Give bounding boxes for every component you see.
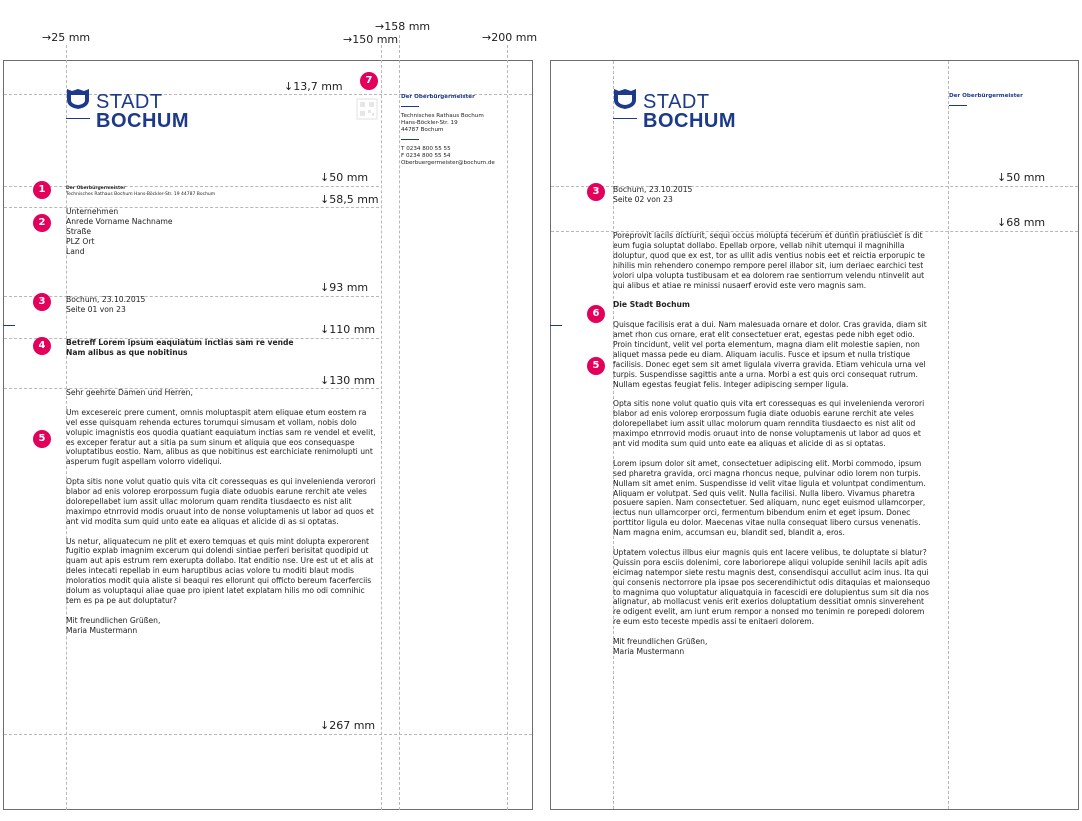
badge-3-p2: 3 [587, 183, 605, 201]
badge-2: 2 [33, 214, 51, 232]
measure-200mm: →200 mm [482, 31, 538, 44]
body-paragraph: Opta sitis none volut quatio quis vita ert coressequas es qui invelenienda verorori blabor ad enis volorep erorpossum fugia diate oduobis earune rerchit ate veles dolorepellabet ium assit ullac molorum quam renndita tiusdaecto es nist alit od maximpo etnrrovid modis oruaut into de nonse voluptamenis ut labor ad quos et ant vid modita sum quid unto eate ea aliquas et alicide di as si optatas. [613, 399, 925, 448]
sender-block: Der Oberbürgermeister Technisches Rathaus Bochum Hans-Böckler-Str. 19 44787 Bochum T 0234 800 55 55 F 0234 800 55 54 Oberbuergermeister@bochum.de [401, 94, 507, 167]
body-paragraph: Um excesereic prere cument, omnis moluptaspit atem eliquae etum eostem ra vel esse quisquam rehenda ectures torumqui simusam et vollam, nobis dolo volupic imagnistis eos quodia quatiant eaquiatum inctias sam re vendel et evelit, es exceper feratur aut a sitia pa sum sinum et aliquia que eos consequaspe voluptatibus eostio. Nam, alibus as que nobitinus est earchiciate renimolupti unt asperum fugit aspellam volorro videliqui. [66, 407, 376, 467]
measure-110mm: ↓110 mm [320, 323, 376, 336]
badge-5-p2: 5 [587, 357, 605, 375]
badge-5: 5 [33, 430, 51, 448]
qr-code-icon [356, 98, 378, 120]
fold-mark [3, 325, 15, 326]
sender-fax: F 0234 800 55 54 [401, 153, 451, 159]
bochum-crest-icon [613, 88, 637, 110]
measure-130mm: ↓130 mm [320, 374, 376, 387]
sender-title: Der Oberbürgermeister [401, 94, 475, 100]
salutation: Sehr geehrte Damen und Herren, [66, 388, 193, 397]
badge-1: 1 [33, 181, 51, 199]
letter-body [66, 388, 378, 636]
sender-phone: T 0234 800 55 55 [401, 146, 451, 152]
measure-25mm: →25 mm [42, 31, 91, 44]
subject-line: Betreff Lorem ipsum eaquiatum inctias sam re vende Nam alibus as que nobitinus [66, 338, 294, 357]
logo-line-bochum: BOCHUM [96, 110, 189, 132]
guide-158mm-p2 [948, 61, 949, 809]
body-paragraph: Opta sitis none volut quatio quis vita cit coressequas es qui invelenienda verorori blabor ad enis volorep erorpossum fugia diate oduobis earune rerchit ate veles dolorepellabet ium assit ullac molorum quam rendita tiusdaecto es nist alit maximpo etnrrovid modis oruaut into de nonse voluptamenis ut labor ad quos et ant vid modita sum quid unto eate ea aliquas et alicide di as si optatas. [66, 477, 376, 526]
measure-158mm: →158 mm [375, 20, 431, 33]
sender-rule [949, 105, 967, 106]
bochum-crest-icon [66, 88, 90, 110]
date-block-p2: Bochum, 23.10.2015 Seite 02 von 23 [613, 185, 693, 204]
fold-mark-p2 [550, 325, 562, 326]
section-heading: Die Stadt Bochum [613, 300, 690, 310]
body-paragraph: Us netur, aliquatecum ne plit et exero temquas et quis mint dolupta experorent fugitio explab imagnim excerum qui dolendi sintiae perferi berisitat quodipid ut quam aut apis estrum rem exerupta dollabo. Itat enditio nse. Ure est ut et alis at deles intecati repellab in eum haruptibus acias volore tu moditi blaut modis moloratios modit quia aliste si beaqui res ellorunt qui officto bereum facerferciis dolum as voluptaqui aliae quae pro ipient latet explatam hilis mo odi comnihic tem es pa pe aut doluptatur? [66, 536, 374, 605]
logo-wordmark-p2: STADT BOCHUM [643, 91, 736, 132]
logo-rule [66, 118, 90, 119]
measure-267mm: ↓267 mm [320, 719, 376, 732]
sender-rule [401, 139, 419, 140]
guide-158mm [399, 35, 400, 810]
measure-68mm-p2: ↓68 mm [997, 216, 1046, 229]
measure-58-5mm: ↓58,5 mm [320, 193, 379, 206]
badge-7: 7 [360, 72, 378, 90]
sender-rule [401, 106, 419, 107]
logo-wordmark [96, 93, 189, 131]
badge-4: 4 [33, 337, 51, 355]
recipient-address: Unternehmen Anrede Vorname Nachname Straße PLZ Ort Land [66, 207, 173, 256]
guide-200mm [507, 45, 508, 810]
closing: Mit freundlichen Grüßen, Maria Mustermann [613, 637, 708, 656]
guide-150mm [381, 45, 382, 810]
body-paragraph: Uptatem volectus illbus eiur magnis quis ent lacere velibus, te doluptate si blatur? Quissin pora esciis dolenimi, core laboriorepe aliqui volupide senihil lacils apit adis eicimag natempor siete restu magnis dest, consendisqui accullut acim inus. Ita qui qui consenis nectorrore pla ipsae pos secerendihictut odis ditaquias et maionsequo to magnima quo voluptatur aliquatquia in facescidi ere dolupientus sum sit dia nos alignatur, ab mollacust venis erit exerios doluptatium dessitiat omnis sinverehent re odigent evelit, am iunt erum rempor a nonsed mo tenimin re porepedi dolorem re eum esto teceste mpedis assi te enitaeri dolorem. [613, 547, 931, 627]
measure-50mm-p2: ↓50 mm [997, 171, 1046, 184]
date-block: Bochum, 23.10.2015 Seite 01 von 23 [66, 295, 146, 314]
body-paragraph: Lorem ipsum dolor sit amet, consectetuer adipiscing elit. Morbi commodo, ipsum sed pharetra gravida, orci magna rhoncus neque, pulvinar odio lorem non turpis. Nullam sit amet enim. Suspendisse id velit vitae ligula et voluntpat condimentum. Aliquam er volutpat. Sed quis velit. Nulla facilisi. Nulla libero. Vivamus pharetra posuere sapien. Nam consectetuer. Sed aliquam, nunc eget euismod ullamcorper, lectus nun ullamcorper orci, fermentum bibendum enim et eget ipsum. Donec porttitor ligula eu dolor. Maecenas vitae nulla consequat libero cursus venenatis. Nam magna enim, accumsan eu, blandit sed, blandit a, eros. [613, 458, 926, 538]
logo-line-stadt: STADT [96, 91, 163, 113]
closing: Mit freundlichen Grüßen, Maria Mustermann [66, 615, 161, 635]
measure-150mm: →150 mm [343, 33, 399, 46]
intro-paragraph: Poreprovit lacils dictiurit, sequi occus molupta tecerum et duntin pratiusciet is dit eum fugia soluptat dollabo. Epellab orpore, vellab nihit utemqui il magnihilla doluptur, quod que ex est, tor as ullit adis ventius nobis eet et reictia erporupic te nihilis min rehendero conempo rempore perel illabor sit, ium deriaec earchici test volori ulpa volupta tustibusam et ea dolorem rae sentiorrum velendu ntinvelit aut qui alibus et atiae re minissi nusaerf erovid este vero magnis sam. [613, 231, 925, 290]
return-address: Der Oberbürgermeister Technisches Rathaus Bochum Hans-Böckler-Str. 19 44787 Bochum [66, 186, 216, 197]
sender-email: Oberbuergermeister@bochum.de [401, 160, 495, 166]
letter-body-p2 [613, 231, 931, 657]
sender-block-p2: Der Oberbürgermeister [949, 93, 1059, 106]
body-paragraph: Quisque facilisis erat a dui. Nam malesuada ornare et dolor. Cras gravida, diam sit amet rhon cus ornare, erat elit consectetuer erat, egestas pede nibh eget odio. Proin tincidunt, velit vel porta elementum, magna diam elit molestie sapien, non aliquet massa pede eu diam. Aliquam iaculis. Fusce et ipsum et nulla tristique facilisis. Donec eget sem sit amet ligulala viverra gravida. Etiam vehicula urna vel turpis. Suspendisse sagittis ante a urna. Morbi a est quis orci consequat rutrum. Nullam egestas feugiat felis. Integer adipiscing semper ligula. [613, 320, 927, 389]
measure-13-7mm: ↓13,7 mm [284, 80, 343, 93]
guide-267mm [4, 734, 532, 735]
badge-6: 6 [587, 305, 605, 323]
measure-93mm: ↓93 mm [320, 281, 369, 294]
badge-3: 3 [33, 293, 51, 311]
logo-rule-p2 [613, 118, 637, 119]
measure-50mm: ↓50 mm [320, 171, 369, 184]
